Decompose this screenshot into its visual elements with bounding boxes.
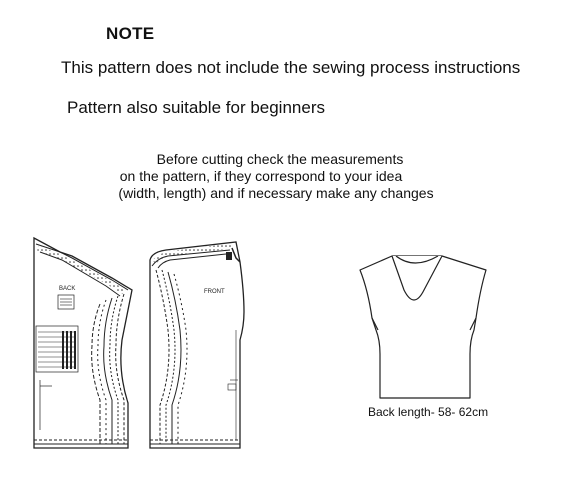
measurement-line-1: Before cutting check the measurements <box>156 151 404 167</box>
front-piece-label: FRONT <box>204 289 225 295</box>
garment-sketch <box>360 256 486 398</box>
back-length-caption: Back length- 58- 62cm <box>368 405 489 419</box>
back-piece-label: BACK <box>59 286 76 292</box>
sewing-instructions-note: This pattern does not include the sewing process instructions <box>61 58 521 77</box>
back-pattern-piece <box>34 238 132 448</box>
measurement-line-3: (width, length) and if necessary make any changes <box>118 185 434 201</box>
front-pattern-piece <box>150 242 244 448</box>
note-heading: NOTE <box>106 24 155 43</box>
beginner-note: Pattern also suitable for beginners <box>67 98 325 117</box>
measurement-line-2: on the pattern, if they correspond to your idea <box>119 168 403 184</box>
